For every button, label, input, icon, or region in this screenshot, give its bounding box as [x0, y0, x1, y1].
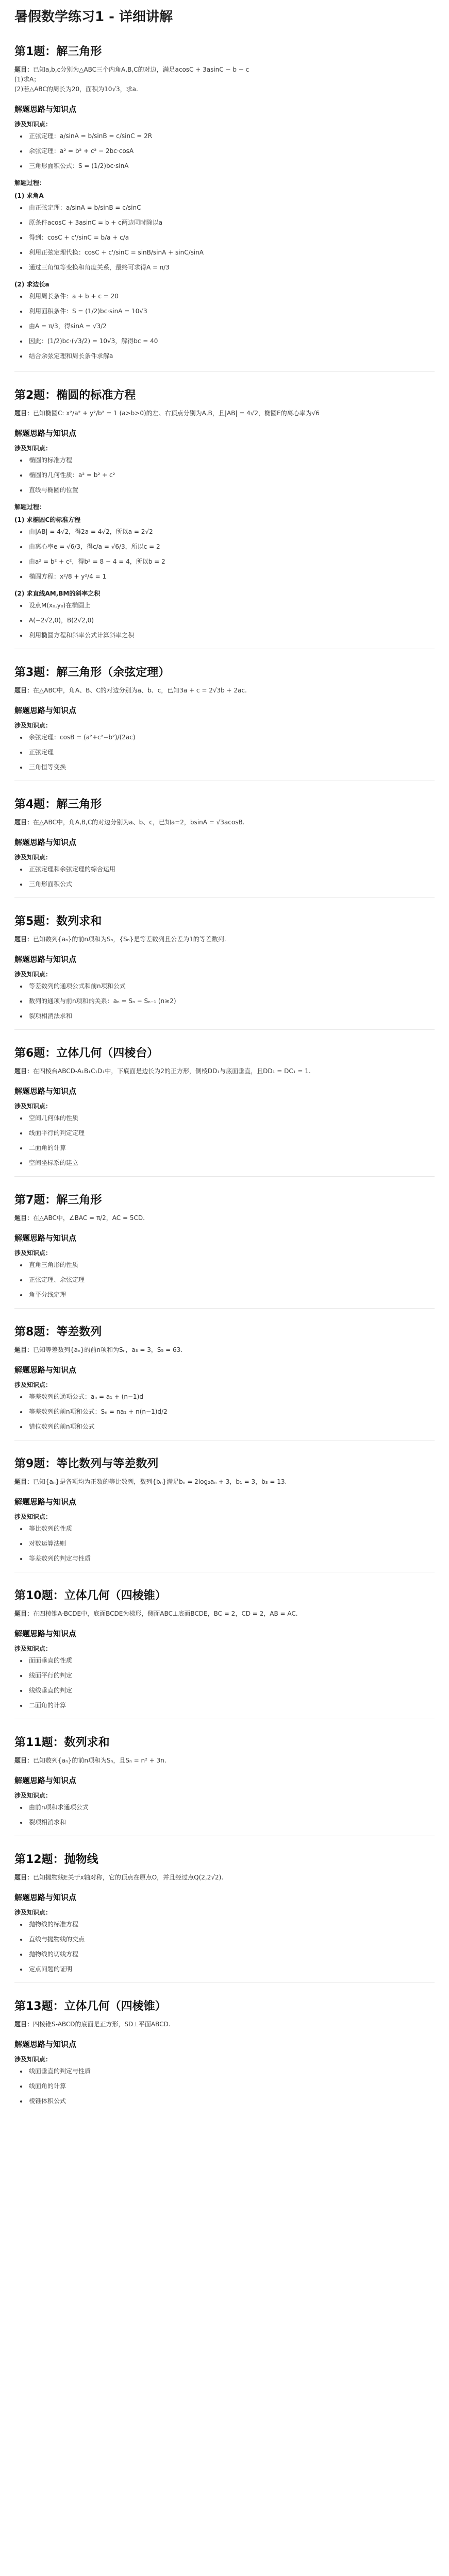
knowledge-list	[14, 866, 435, 888]
problem-stem	[14, 935, 435, 944]
list-item: 线面平行的判定定理	[14, 1129, 435, 1137]
section-heading-approach: 解题思路与知识点	[14, 1893, 77, 1902]
section-heading-approach: 解题思路与知识点	[14, 1365, 77, 1375]
part-heading: (2) 求边长a	[14, 281, 49, 288]
list-item: 由离心率e = √6/3，得c/a = √6/3，所以c = 2	[14, 543, 435, 551]
problem-title: 第1题：解三角形	[14, 45, 102, 58]
list-item: 直线与椭圆的位置	[14, 486, 435, 494]
list-item: 直线与抛物线的交点	[14, 1936, 435, 1943]
list-item: 通过三角恒等变换和角度关系，最终可求得A = π/3	[14, 264, 435, 272]
list-item: 线面平行的判定	[14, 1672, 435, 1680]
stem-label: 题目：	[14, 1757, 34, 1764]
knowledge-list	[14, 456, 435, 494]
stem-text: (1)求A；	[14, 76, 40, 83]
problem-8	[14, 1323, 435, 1431]
list-item: 因此：(1/2)bc·(√3/2) = 10√3，解得bc = 40	[14, 337, 435, 345]
list-item: 直角三角形的性质	[14, 1261, 435, 1269]
stem-text: 已知a,b,c分别为△ABC三个内角A,B,C的对边，满足acosC + 3asinC − b − c	[33, 66, 250, 73]
list-item: 椭圆方程：x²/8 + y²/4 = 1	[14, 573, 435, 581]
problem-stem	[14, 1213, 435, 1223]
knowledge-heading: 涉及知识点：	[14, 1513, 52, 1520]
list-item: 空间坐标系的建立	[14, 1159, 435, 1167]
divider	[14, 1176, 435, 1177]
problem-1	[14, 43, 435, 360]
section-heading-approach: 解题思路与知识点	[14, 955, 77, 964]
list-item: 等差数列的判定与性质	[14, 1555, 435, 1563]
problem-title: 第12题：抛物线	[14, 1853, 98, 1866]
stem-label: 题目：	[14, 1067, 34, 1075]
stem-label: 题目：	[14, 936, 34, 943]
analysis-heading: 解题过程：	[14, 503, 46, 511]
list-item: 正弦定理：a/sinA = b/sinB = c/sinC = 2R	[14, 132, 435, 140]
problem-stem	[14, 2020, 435, 2029]
list-item: 空间几何体的性质	[14, 1114, 435, 1122]
list-item: 裂项相消求和	[14, 1819, 435, 1826]
list-item: 正弦定理和余弦定理的综合运用	[14, 866, 435, 873]
knowledge-heading: 涉及知识点：	[14, 121, 52, 128]
stem-label: 题目：	[14, 410, 34, 417]
part-heading: (2) 求直线AM,BM的斜率之积	[14, 590, 101, 597]
stem-label: 题目：	[14, 687, 34, 694]
list-item: 利用周长条件：a + b + c = 20	[14, 293, 435, 300]
problem-title: 第9题：等比数列与等差数列	[14, 1458, 159, 1470]
problem-title: 第10题：立体几何（四棱锥）	[14, 1589, 167, 1602]
divider	[14, 1308, 435, 1309]
list-item: 得到：cosC + c'/sinC = b/a + c/a	[14, 234, 435, 242]
list-item: 线线垂直的判定	[14, 1687, 435, 1694]
knowledge-list	[14, 734, 435, 771]
stem-label: 题目：	[14, 819, 34, 826]
list-item: 利用面积条件：S = (1/2)bc·sinA = 10√3	[14, 308, 435, 315]
list-item: 椭圆的标准方程	[14, 456, 435, 464]
divider	[14, 1029, 435, 1030]
knowledge-list	[14, 1114, 435, 1167]
section-heading-approach: 解题思路与知识点	[14, 429, 77, 438]
list-item: 由a² = b² + c²，得b² = 8 − 4 = 4，所以b = 2	[14, 558, 435, 566]
list-item: 等差数列的通项公式：aₙ = a₁ + (n−1)d	[14, 1393, 435, 1401]
knowledge-list	[14, 1393, 435, 1431]
stem-text: 在四棱台ABCD-A₁B₁C₁D₁中，下底面是边长为2的正方形，侧棱DD₁与底面垂直，且DD₁ = DC₁ = 1.	[33, 1067, 311, 1075]
section-heading-approach: 解题思路与知识点	[14, 1497, 77, 1506]
problem-title: 第2题：椭圆的标准方程	[14, 389, 136, 402]
problem-title: 第7题：解三角形	[14, 1194, 102, 1207]
section-heading-approach: 解题思路与知识点	[14, 105, 77, 114]
list-item: 正弦定理、余弦定理	[14, 1276, 435, 1284]
problem-title: 第8题：等差数列	[14, 1326, 102, 1338]
knowledge-list	[14, 1921, 435, 1973]
section-heading-approach: 解题思路与知识点	[14, 706, 77, 715]
problem-title: 第4题：解三角形	[14, 798, 102, 811]
stem-text: 已知等差数列{aₙ}的前n项和为Sₙ，a₃ = 3，S₅ = 63.	[33, 1346, 183, 1353]
problem-2	[14, 386, 435, 639]
list-item: 等差数列的前n项和公式：Sₙ = na₁ + n(n−1)d/2	[14, 1408, 435, 1416]
stem-text: 已知数列{aₙ}的前n项和为Sₙ，{Sₙ}是等差数列且公差为1的等差数列.	[33, 936, 226, 943]
list-item: 对数运算法则	[14, 1540, 435, 1548]
list-item: 利用正弦定理代换：cosC + c'/sinC = sinB/sinA + sinC/sinA	[14, 249, 435, 257]
problem-stem	[14, 1873, 435, 1883]
knowledge-list	[14, 1525, 435, 1563]
knowledge-heading: 涉及知识点：	[14, 1792, 52, 1799]
list-item: 由A = π/3，得sinA = √3/2	[14, 323, 435, 330]
stem-label: 题目：	[14, 1610, 34, 1617]
knowledge-list	[14, 2067, 435, 2105]
knowledge-heading: 涉及知识点：	[14, 722, 52, 729]
knowledge-heading: 涉及知识点：	[14, 1645, 52, 1652]
stem-text: 在四棱锥A-BCDE中，底面BCDE为梯形，侧面ABC⊥底面BCDE，BC = 2，CD = 2，AB = AC.	[33, 1610, 298, 1617]
problem-7	[14, 1191, 435, 1299]
stem-text: 已知椭圆C: x²/a² + y²/b² = 1 (a>b>0)的左、右顶点分别为A,B，且|AB| = 4√2，椭圆E的离心率为√6	[33, 410, 320, 417]
problem-title: 第11题：数列求和	[14, 1736, 110, 1749]
part-heading: (1) 求椭圆C的标准方程	[14, 516, 81, 523]
list-item: 抛物线的切线方程	[14, 1951, 435, 1958]
list-item: 三角形面积公式：S = (1/2)bc·sinA	[14, 162, 435, 170]
problem-10	[14, 1587, 435, 1709]
steps-list	[14, 204, 435, 272]
stem-label: 题目：	[14, 1214, 34, 1222]
stem-text: 已知{aₙ}是各项均为正数的等比数列，数列{bₙ}满足bₙ = 2log₂aₙ + 3，b₁ = 3，b₃ = 13.	[33, 1478, 287, 1485]
list-item: 二面角的计算	[14, 1144, 435, 1152]
problem-stem	[14, 409, 435, 418]
stem-text: 在△ABC中，角A、B、C的对边分别为a、b、c，已知3a + c = 2√3b + 2ac.	[33, 687, 247, 694]
list-item: 由|AB| = 4√2，得2a = 4√2，所以a = 2√2	[14, 528, 435, 536]
stem-label: 题目：	[14, 1346, 34, 1353]
knowledge-heading: 涉及知识点：	[14, 445, 52, 452]
steps-list	[14, 293, 435, 360]
list-item: 等差数列的通项公式和前n项和公式	[14, 982, 435, 990]
divider	[14, 897, 435, 898]
stem-text: 已知抛物线E关于x轴对称，它的顶点在原点O，并且经过点Q(2,2√2).	[33, 1874, 224, 1881]
problem-11	[14, 1734, 435, 1826]
stem-text: 在△ABC中，角A,B,C的对边分别为a、b、c，已知a=2，bsinA = √3acosB.	[33, 819, 245, 826]
knowledge-heading: 涉及知识点：	[14, 2056, 52, 2063]
list-item: 三角恒等变换	[14, 764, 435, 771]
section-heading-approach: 解题思路与知识点	[14, 1087, 77, 1096]
list-item: 设点M(x₀,y₀)在椭圆上	[14, 602, 435, 609]
problem-13	[14, 1997, 435, 2105]
section-heading-approach: 解题思路与知识点	[14, 1233, 77, 1243]
problem-5	[14, 912, 435, 1020]
document-title: 暑假数学练习1 - 详细讲解	[14, 9, 173, 25]
steps-list	[14, 528, 435, 581]
stem-text: 已知数列{aₙ}的前n项和为Sₙ，且Sₙ = n² + 3n.	[33, 1757, 167, 1764]
problem-title: 第6题：立体几何（四棱台）	[14, 1047, 159, 1060]
stem-text: (2)若△ABC的周长为20，面积为10√3，求a.	[14, 86, 138, 93]
analysis-heading: 解题过程：	[14, 179, 46, 187]
section-heading-approach: 解题思路与知识点	[14, 2040, 77, 2049]
list-item: 定点问题的证明	[14, 1965, 435, 1973]
list-item: 正弦定理	[14, 749, 435, 756]
stem-text: 在△ABC中，∠BAC = π/2，AC = 5CD.	[33, 1214, 145, 1222]
problem-title: 第3题：解三角形（余弦定理）	[14, 666, 170, 679]
problem-stem	[14, 1756, 435, 1766]
problem-stem	[14, 1609, 435, 1619]
stem-text: 四棱锥S-ABCD的底面是正方形，SD⊥平面ABCD.	[33, 2021, 171, 2028]
stem-label: 题目：	[14, 1478, 34, 1485]
problem-9	[14, 1455, 435, 1563]
knowledge-heading: 涉及知识点：	[14, 854, 52, 861]
problem-6	[14, 1044, 435, 1167]
section-heading-approach: 解题思路与知识点	[14, 838, 77, 847]
list-item: 角平分线定理	[14, 1291, 435, 1299]
list-item: A(−2√2,0)，B(2√2,0)	[14, 617, 435, 624]
knowledge-heading: 涉及知识点：	[14, 1381, 52, 1388]
knowledge-list	[14, 1657, 435, 1709]
list-item: 由前n项和求通项公式	[14, 1804, 435, 1811]
list-item: 错位数列的前n项和公式	[14, 1423, 435, 1431]
problem-title: 第13题：立体几何（四棱锥）	[14, 2000, 167, 2013]
problem-stem	[14, 686, 435, 696]
knowledge-heading: 涉及知识点：	[14, 1249, 52, 1257]
list-item: 余弦定理：a² = b² + c² − 2bc·cosA	[14, 147, 435, 155]
problem-12	[14, 1851, 435, 1973]
list-item: 面面垂直的性质	[14, 1657, 435, 1665]
problem-title: 第5题：数列求和	[14, 915, 102, 928]
stem-label: 题目：	[14, 2021, 34, 2028]
part-heading: (1) 求角A	[14, 192, 44, 199]
section-heading-approach: 解题思路与知识点	[14, 1776, 77, 1785]
problem-stem	[14, 65, 435, 94]
stem-label: 题目：	[14, 66, 34, 73]
steps-list	[14, 602, 435, 639]
problem-stem	[14, 1477, 435, 1487]
knowledge-list	[14, 132, 435, 170]
list-item: 结合余弦定理和周长条件求解a	[14, 352, 435, 360]
problem-stem	[14, 1345, 435, 1355]
knowledge-heading: 涉及知识点：	[14, 971, 52, 978]
divider	[14, 371, 435, 372]
stem-label: 题目：	[14, 1874, 34, 1881]
list-item: 抛物线的标准方程	[14, 1921, 435, 1928]
list-item: 线面角的计算	[14, 2082, 435, 2090]
list-item: 线面垂直的判定与性质	[14, 2067, 435, 2075]
list-item: 二面角的计算	[14, 1702, 435, 1709]
divider	[14, 1982, 435, 1983]
list-item: 利用椭圆方程和斜率公式计算斜率之积	[14, 632, 435, 639]
list-item: 由正弦定理：a/sinA = b/sinB = c/sinC	[14, 204, 435, 212]
list-item: 数列的通项与前n项和的关系：aₙ = Sₙ − Sₙ₋₁ (n≥2)	[14, 997, 435, 1005]
problem-4	[14, 795, 435, 888]
section-heading-approach: 解题思路与知识点	[14, 1629, 77, 1638]
knowledge-list	[14, 1261, 435, 1299]
list-item: 裂项相消法求和	[14, 1012, 435, 1020]
knowledge-heading: 涉及知识点：	[14, 1103, 52, 1110]
knowledge-heading: 涉及知识点：	[14, 1909, 52, 1916]
list-item: 三角形面积公式	[14, 880, 435, 888]
problem-stem	[14, 1066, 435, 1076]
knowledge-list	[14, 1804, 435, 1826]
problem-3	[14, 664, 435, 771]
knowledge-list	[14, 982, 435, 1020]
list-item: 余弦定理：cosB = (a²+c²−b²)/(2ac)	[14, 734, 435, 741]
list-item: 等比数列的性质	[14, 1525, 435, 1533]
problem-stem	[14, 818, 435, 827]
list-item: 原条件acosC + 3asinC = b + c两边同时除以a	[14, 219, 435, 227]
list-item: 棱锥体积公式	[14, 2097, 435, 2105]
list-item: 椭圆的几何性质：a² = b² + c²	[14, 471, 435, 479]
